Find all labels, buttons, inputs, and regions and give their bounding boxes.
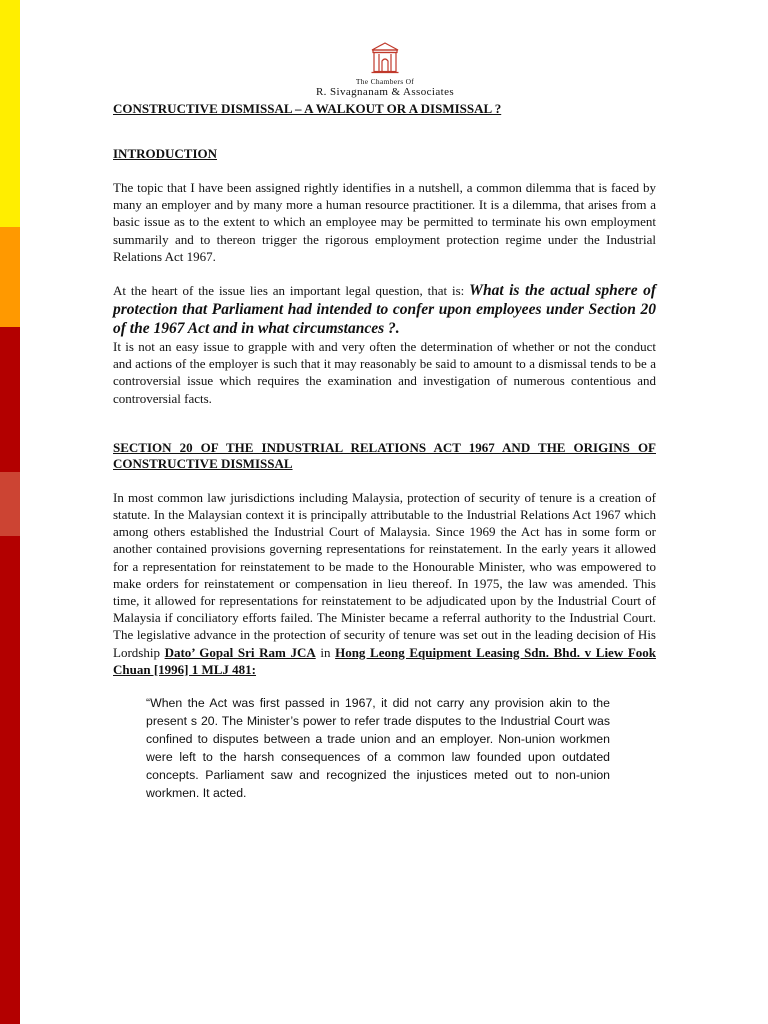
key-legal-question: What is the actual sphere of protection that Parliament had intended to confer upon employees under Section 20 of the 1967 Act and in what circumstances ? — [113, 282, 656, 338]
intro-paragraph-1: The topic that I have been assigned rightly identifies in a nutshell, a common dilemma that is faced by many an employer and by many more a human resource practitioner. It is a dilemma, that arises from a basic issue as to the extent to which an employee may be permitted to terminate his own employment summarily and to thereon trigger the rigorous employment protection regime under the Industrial Relations Act 1967. — [113, 180, 656, 264]
stripe-light-red — [0, 472, 20, 536]
building-facade-icon — [370, 40, 400, 74]
document-page — [113, 40, 656, 802]
section20-heading: SECTION 20 OF THE INDUSTRIAL RELATIONS ACT 1967 AND THE ORIGINS OF CONSTRUCTIVE DISMISSAL — [113, 439, 656, 471]
intro-paragraph-3: It is not an easy issue to grapple with and very often the determination of whether or not the conduct and actions of the employer is such that it may reasonably be said to amount to a dismissal tends to be a controversial issue which requires the examination and investigation of numerous contentious and controversial facts. — [113, 339, 656, 406]
case-quote: “When the Act was first passed in 1967, it did not carry any provision akin to the present s 20. The Minister’s power to refer trade disputes to the Industrial Court was confined to disputes between a trade union and an employer. Non-union workmen were left to the harsh consequences of a common law founded upon outdated concepts. Parliament saw and recognized the injustices meted out to non-union workmen. It acted. — [146, 696, 610, 801]
chambers-logo — [185, 40, 585, 98]
intro-paragraph-2 — [113, 281, 656, 338]
section20-text: In most common law jurisdictions including Malaysia, protection of security of tenure is a creation of statute. In the Malaysian context it is principally attributable to the Industrial Relations Act 1967 which among others established the Industrial Court of Malaysia. Since 1969 the Act has in some form or another contained provisions governing representations for reinstatement. In the early years it allowed for a representation for reinstatement to be made to the Honourable Minister, who was empowered to make orders for reinstatement or compensation in lieu thereof. In 1975, the law was amended. This time, it allowed for representations for reinstatement to be adjudicated upon by the Industrial Court of Malaysia if conciliatory efforts failed. The Minister became a referral authority to the Industrial Court. The legislative advance in the protection of security of tenure was set out in the leading decision of His Lordship — [113, 489, 656, 660]
judge-name: Dato’ Gopal Sri Ram JCA — [164, 644, 316, 660]
stripe-yellow — [0, 0, 20, 227]
case-citation: Hong Leong Equipment Leasing Sdn. Bhd. v Liew Fook Chuan [1996] 1 MLJ 481: — [113, 644, 657, 677]
logo-line-chambers: The Chambers Of — [355, 77, 415, 86]
section20-paragraph — [113, 489, 656, 678]
stripe-red-upper — [0, 327, 20, 472]
introduction-heading: INTRODUCTION — [113, 146, 218, 161]
document-title: CONSTRUCTIVE DISMISSAL – A WALKOUT OR A DISMISSAL ? — [113, 101, 502, 116]
question-lead: At the heart of the issue lies an important legal question, that is: — [113, 283, 470, 299]
question-period: . — [395, 320, 400, 338]
logo-line-firm: R. Sivagnanam & Associates — [315, 86, 455, 98]
stripe-red-lower — [0, 536, 20, 1024]
connector-text: in — [315, 644, 336, 660]
stripe-orange — [0, 227, 20, 327]
